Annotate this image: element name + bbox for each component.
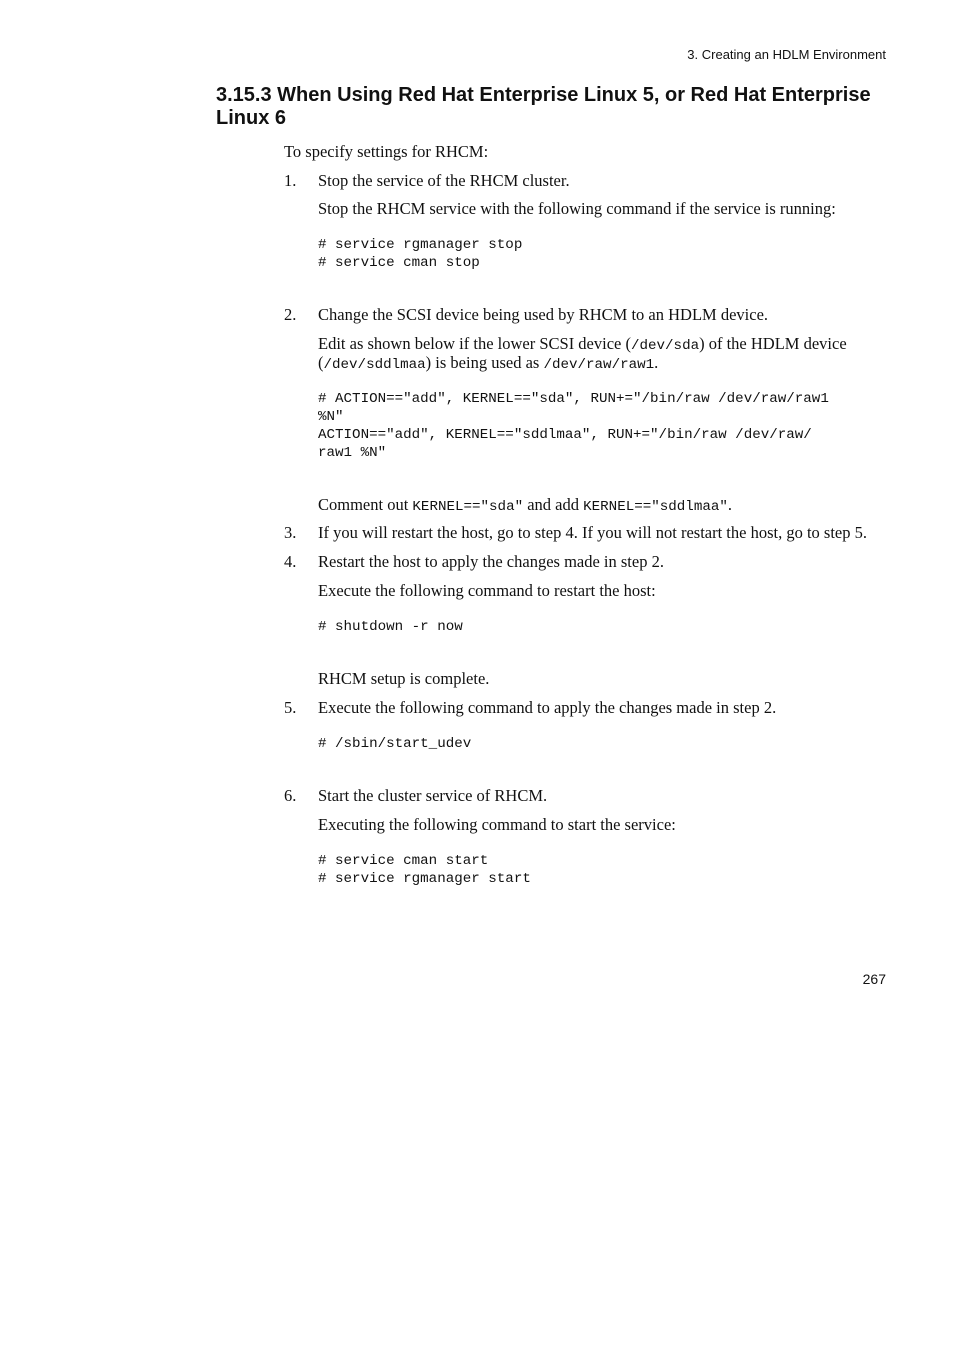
step-3-title: If you will restart the host, go to step 4. If you will not restart the host, go to step 5.	[318, 523, 868, 542]
step-3-number: 3.	[284, 523, 297, 542]
text-run: .	[727, 495, 733, 514]
device-path: /dev/sddlmaa	[323, 357, 426, 373]
step-4-text: Execute the following command to restart the host:	[318, 581, 656, 600]
step-4-code-block	[318, 618, 463, 636]
running-head: 3. Creating an HDLM Environment	[687, 47, 886, 62]
text-run: (	[318, 353, 324, 372]
page-number: 267	[862, 971, 886, 987]
code-line: # ACTION=="add", KERNEL=="sda", RUN+="/bin/raw /dev/raw/raw1	[318, 391, 829, 407]
step-1-text: Stop the RHCM service with the following command if the service is running:	[318, 199, 836, 218]
code-line: raw1 %N"	[318, 445, 387, 461]
step-4-title: Restart the host to apply the changes made in step 2.	[318, 552, 664, 571]
section-heading: 3.15.3 When Using Red Hat Enterprise Linux 5, or Red Hat Enterprise Linux 6	[216, 84, 871, 129]
step-1-title: Stop the service of the RHCM cluster.	[318, 171, 570, 190]
step-5-code-block	[318, 735, 471, 753]
text-run: ) is being used as	[425, 353, 544, 372]
kernel-rule: KERNEL=="sddlmaa"	[583, 499, 728, 515]
code-line: # service rgmanager start	[318, 871, 531, 887]
step-4-number: 4.	[284, 552, 297, 571]
step-2-number: 2.	[284, 305, 297, 324]
text-run: and add	[523, 495, 584, 514]
device-path: /dev/raw/raw1	[543, 357, 655, 373]
text-run: Edit as shown below if the lower SCSI device (	[318, 334, 631, 353]
code-line: %N"	[318, 409, 344, 425]
step-6-title: Start the cluster service of RHCM.	[318, 786, 548, 805]
kernel-rule: KERNEL=="sda"	[412, 499, 524, 515]
step-1-number: 1.	[284, 171, 297, 190]
step-2-title: Change the SCSI device being used by RHCM to an HDLM device.	[318, 305, 769, 324]
step-6-text: Executing the following command to start the service:	[318, 815, 676, 834]
text-run: .	[654, 353, 659, 372]
code-line: # shutdown -r now	[318, 619, 463, 635]
code-line: # service rgmanager stop	[318, 237, 523, 253]
step-5-title: Execute the following command to apply the changes made in step 2.	[318, 698, 777, 717]
step-2-note	[318, 495, 732, 517]
text-run: ) of the HDLM device	[699, 334, 847, 353]
code-line: ACTION=="add", KERNEL=="sddlmaa", RUN+="/bin/raw /dev/raw/	[318, 427, 812, 443]
step-6-code-block	[318, 852, 531, 888]
step-5-number: 5.	[284, 698, 297, 717]
step-6-number: 6.	[284, 786, 297, 805]
step-2-code-block	[318, 390, 829, 462]
code-line: # service cman start	[318, 853, 489, 869]
step-2-text-line-2	[318, 353, 658, 375]
code-line: # /sbin/start_udev	[318, 736, 472, 752]
code-line: # service cman stop	[318, 255, 480, 271]
step-1-code-block	[318, 236, 522, 272]
text-run: Comment out	[318, 495, 413, 514]
device-path: /dev/sda	[630, 338, 700, 354]
step-4-note: RHCM setup is complete.	[318, 669, 490, 688]
intro-text: To specify settings for RHCM:	[284, 142, 489, 161]
